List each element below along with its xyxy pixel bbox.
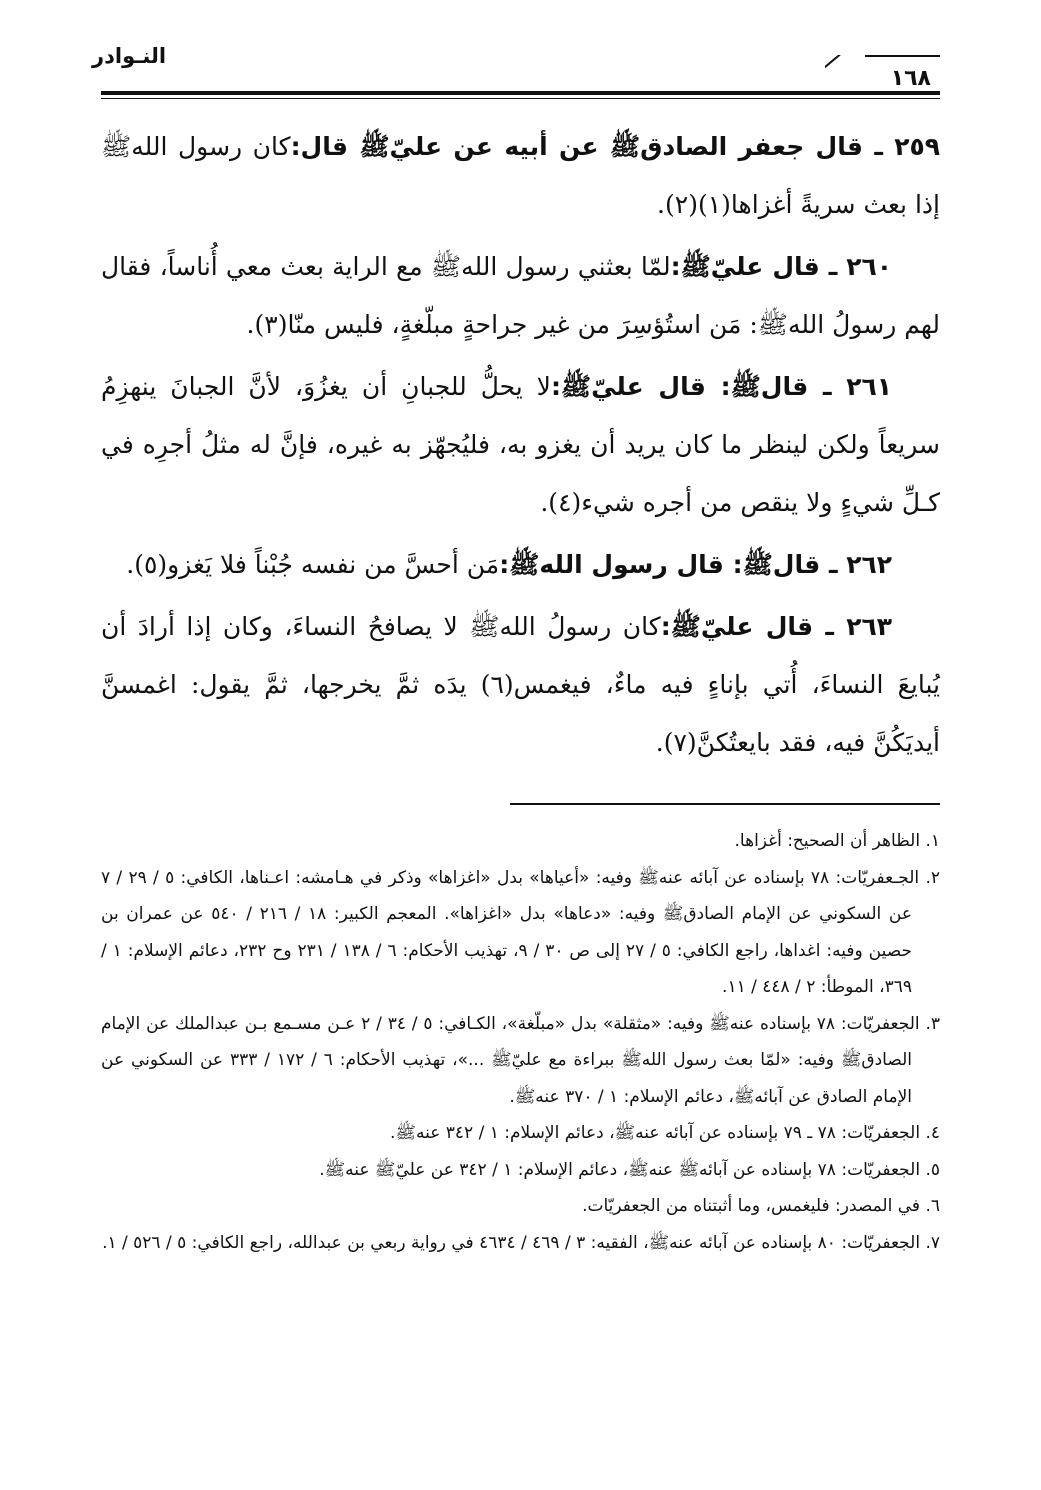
- footnote-text: الجعفريّات: ٨٠ بإسناده عن آبائه عنهﷺ، الفقيه: ٣ / ٤٦٩ / ٤٦٣٤ في رواية ربعي بن عبدالله، راجع الكافي: ٥ / ٥٢٦ / ١.: [102, 1232, 921, 1253]
- footnote-text: الجعفريّات: ٧٨ بإسناده عنهﷺ وفيه: «مثقلة» بدل «مبلّغة»، الكـافي: ٥ / ٣٤ / ٢ عـن مسـمع بـن عبدالملك عن الإمام الصادقﷺ وفيه: «لمّا بعث رسول اللهﷺ ببراءة مع عليّﷺ ...»، تهذيب الأحكام: ٦ / ١٧٢ / ٣٣٣ عن السكوني عن الإمام الصادق عن آبائهﷺ، دعائم الإسلام: ١ / ٣٧٠ عنهﷺ.: [101, 1013, 920, 1107]
- footnote-text: الجعفريّات: ٧٨ ـ ٧٩ بإسناده عن آبائه عنهﷺ، دعائم الإسلام: ١ / ٣٤٢ عنهﷺ.: [390, 1123, 921, 1143]
- hadith-body: لا يحلُّ للجبانِ أن يغزُوَ، لأنَّ الجبانَ ينهزِمُ سريعاً ولكن لينظر ما كان يريد أن يغزو به، فليُجهّز به غيره، فإنَّ له مثلُ أجرِه في كـلِّ شيءٍ ولا ينقص من أجره شيء(٤).: [101, 372, 940, 517]
- header-ornament-slant: [825, 55, 867, 91]
- header-ornament-line: [865, 55, 940, 57]
- footnote-6: [101, 1188, 940, 1225]
- footnote-text: في المصدر: فليغمس، وما أثبتناه من الجعفريّات.: [582, 1196, 921, 1216]
- footnote-7: [101, 1225, 940, 1262]
- footnote-label: ٢.: [925, 867, 940, 888]
- footnote-2: [101, 860, 940, 1006]
- hadith-260: [101, 238, 940, 354]
- hadith-lead: ٢٦١ ـ قالﷺ: قال عليّﷺ:: [550, 372, 892, 401]
- footnote-1: [101, 823, 940, 860]
- footnotes: [101, 823, 940, 1261]
- hadith-263: [101, 598, 940, 772]
- footnote-text: الظاهر أن الصحيح: أغزاها.: [734, 831, 921, 851]
- header-rule-thick: [101, 91, 940, 95]
- hadith-body: لمّا بعثني رسول اللهﷺ مع الراية بعث معي أُناساً، فقال لهم رسولُ اللهﷺ: مَن استُؤسِرَ من غير جراحةٍ مبلّغةٍ، فليس منّا(٣).: [101, 252, 940, 339]
- footnote-separator: [510, 803, 940, 805]
- footnote-label: ٦.: [925, 1196, 940, 1216]
- footnote-label: ٤.: [925, 1123, 940, 1143]
- hadith-lead: ٢٥٩ ـ قال جعفر الصادقﷺ عن أبيه عن عليّﷺ قال:: [290, 132, 940, 161]
- footnote-label: ١.: [925, 831, 940, 851]
- hadith-lead: ٢٦٣ ـ قال عليّﷺ:: [660, 612, 892, 641]
- footnote-label: ٥.: [925, 1159, 940, 1180]
- footnote-text: الجـعفريّات: ٧٨ بإسناده عن آبائه عنهﷺ وفيه: «أعياها» بدل «اغزاها» وذكر في هـامشه: اعـناها، الكافي: ٥ / ٢٩ / ٧ عن السكوني عن الإمام الصادقﷺ وفيه: «دعاها» بدل «اغزاها». المعجم الكبير: ١٨ / ٢١٦ / ٥٤٠ عن عمران بن حصين وفيه: اغداها، راجع الكافي: ٥ / ٢٧ إلى ص ٣٠ / ٩، تهذيب الأحكام: ٦ / ١٣٨ / ٢٣١ وح ٢٣٢، دعائم الإسلام: ١ / ٣٦٩، الموطأ: ٢ / ٤٤٨ / ١١.: [101, 867, 920, 997]
- header-rule-thin: [101, 98, 940, 99]
- hadith-262: [101, 536, 940, 594]
- footnote-3: [101, 1006, 940, 1116]
- running-title: النـوادر: [92, 44, 167, 68]
- footnote-text: الجعفريّات: ٧٨ بإسناده عن آبائهﷺ عنهﷺ، دعائم الإسلام: ١ / ٣٤٢ عن عليّﷺ عنهﷺ.: [319, 1159, 921, 1180]
- hadith-body: مَن أحسَّ من نفسه جُبْناً فلا يَغزو(٥).: [126, 550, 500, 579]
- main-text: [101, 118, 940, 776]
- footnote-label: ٣.: [925, 1013, 940, 1034]
- page-number: ١٦٨: [890, 66, 931, 91]
- hadith-259: [101, 118, 940, 234]
- footnote-5: [101, 1152, 940, 1189]
- hadith-body: كان رسول اللهﷺ إذا بعث سريةً أغزاها(١)(٢).: [101, 132, 940, 219]
- footnote-label: ٧.: [925, 1232, 940, 1253]
- hadith-body: كان رسولُ اللهﷺ لا يصافحُ النساءَ، وكان إذا أرادَ أن يُبايعَ النساءَ، أُتي بإناءٍ فيه ماءٌ، فيغمس(٦) يدَه ثمَّ يخرجها، ثمَّ يقول: اغمسنَّ أيديَكُنَّ فيه، فقد بايعتُكنَّ(٧).: [101, 612, 940, 757]
- footnote-4: [101, 1115, 940, 1152]
- hadith-lead: ٢٦٢ ـ قالﷺ: قال رسول اللهﷺ:: [499, 550, 892, 579]
- hadith-261: [101, 358, 940, 532]
- hadith-lead: ٢٦٠ ـ قال عليّﷺ:: [670, 252, 892, 281]
